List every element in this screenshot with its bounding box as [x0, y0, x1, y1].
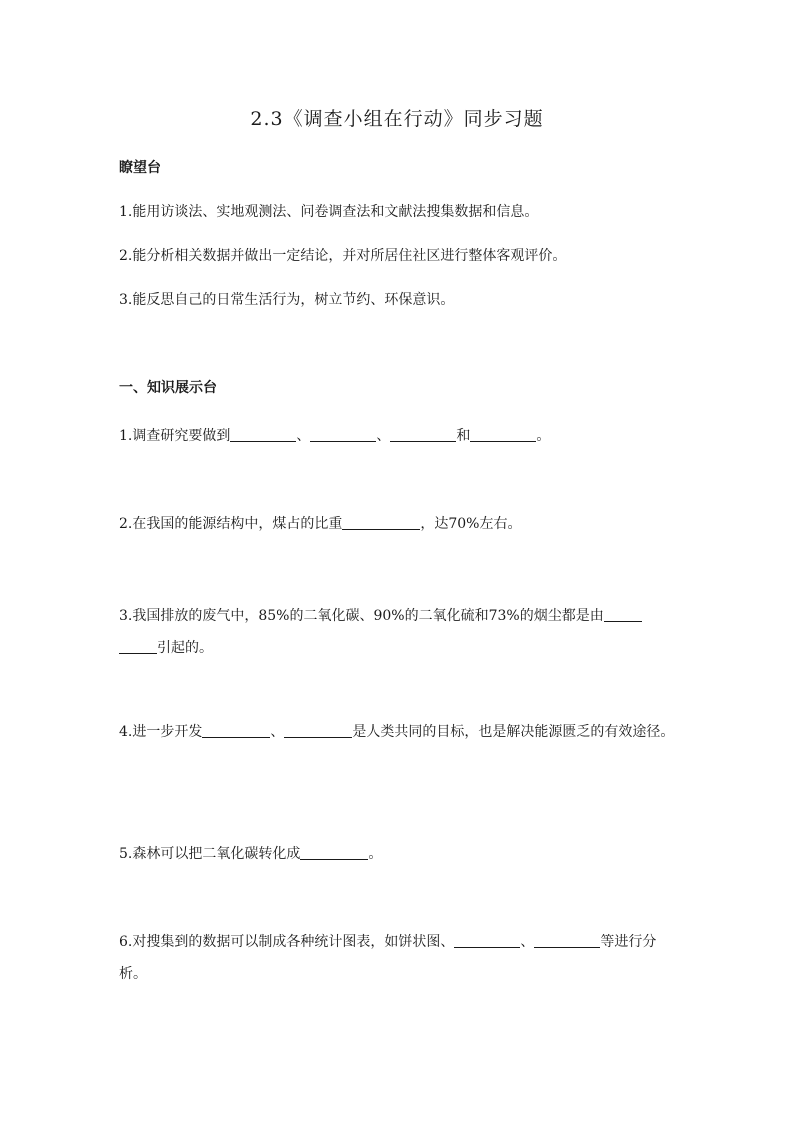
question-1	[119, 420, 679, 452]
knowledge-heading: 一、知识展示台	[119, 380, 217, 396]
answer-blank[interactable]	[534, 931, 600, 948]
question-6-text: 6.对搜集到的数据可以制成各种统计图表，如饼状图、	[119, 934, 455, 950]
question-3-suffix: 引起的。	[157, 640, 213, 656]
goal-item-2: 2.能分析相关数据并做出一定结论，并对所居住社区进行整体客观评价。	[119, 248, 567, 264]
answer-blank[interactable]	[604, 605, 642, 622]
question-6	[119, 926, 679, 990]
question-2	[119, 508, 679, 540]
answer-blank[interactable]	[454, 931, 520, 948]
answer-blank[interactable]	[310, 425, 376, 442]
answer-blank[interactable]	[470, 425, 536, 442]
question-5	[119, 838, 679, 870]
document-title: 2.3《调查小组在行动》同步习题	[250, 108, 544, 130]
goals-heading: 瞭望台	[119, 160, 161, 176]
question-2-suffix: ，达70%左右。	[420, 516, 522, 532]
answer-blank[interactable]	[119, 637, 157, 654]
question-3-text: 3.我国排放的废气中，85%的二氧化碳、90%的二氧化硫和73%的烟尘都是由	[119, 608, 604, 624]
separator: 、	[520, 934, 535, 950]
question-2-text: 2.在我国的能源结构中，煤占的比重	[119, 516, 343, 532]
period: 。	[368, 846, 383, 862]
answer-blank[interactable]	[230, 425, 296, 442]
answer-blank[interactable]	[342, 513, 420, 530]
conjunction: 和	[456, 428, 471, 444]
answer-blank[interactable]	[390, 425, 456, 442]
answer-blank[interactable]	[300, 843, 368, 860]
separator: 、	[270, 724, 285, 740]
goal-item-1: 1.能用访谈法、实地观测法、问卷调查法和文献法搜集数据和信息。	[119, 204, 539, 220]
question-4-suffix: 是人类共同的目标，也是解决能源匮乏的有效途径。	[352, 724, 675, 740]
question-4-text: 4.进一步开发	[119, 724, 203, 740]
question-5-text: 5.森林可以把二氧化碳转化成	[119, 846, 301, 862]
question-1-text: 1.调查研究要做到	[119, 428, 231, 444]
question-4	[119, 716, 679, 748]
question-3	[119, 600, 679, 664]
goal-item-3: 3.能反思自己的日常生活行为，树立节约、环保意识。	[119, 292, 455, 308]
period: 。	[536, 428, 551, 444]
separator: 、	[296, 428, 311, 444]
question-6-suffix: 等进行分析。	[119, 934, 657, 982]
answer-blank[interactable]	[284, 721, 352, 738]
answer-blank[interactable]	[202, 721, 270, 738]
separator: 、	[376, 428, 391, 444]
